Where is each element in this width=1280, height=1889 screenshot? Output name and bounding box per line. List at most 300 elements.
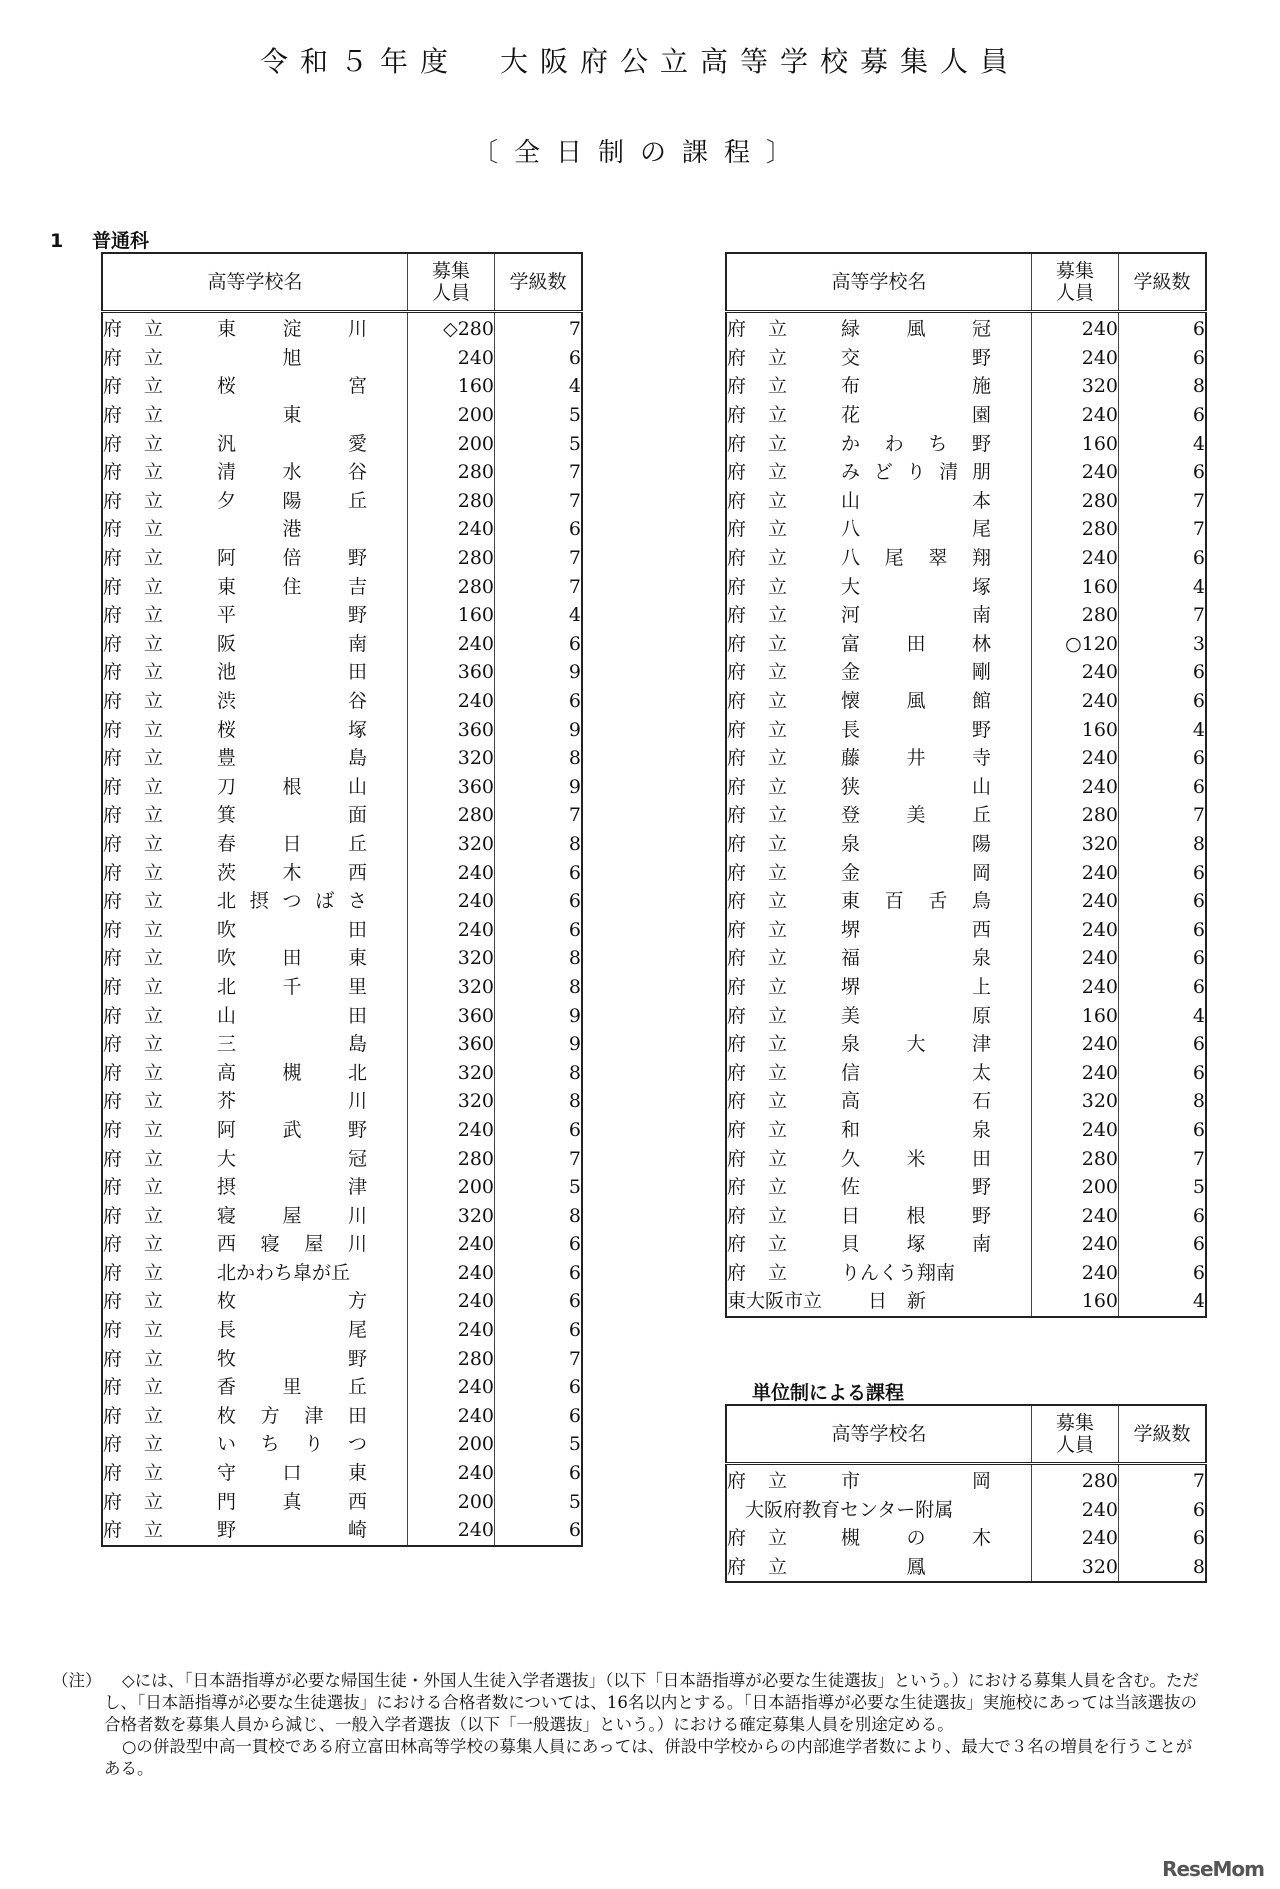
school-prefix: 府立	[103, 1433, 186, 1456]
school-prefix: 府立	[103, 1118, 186, 1141]
school-name-cell	[102, 601, 408, 630]
table-row	[726, 830, 1206, 859]
table-row	[102, 515, 582, 544]
table-row	[102, 1344, 582, 1373]
classes-cell: 6	[1119, 1030, 1207, 1059]
school-prefix: 府立	[727, 1004, 810, 1027]
capacity-cell: 200	[408, 1173, 495, 1202]
school-prefix: 府立	[727, 346, 810, 369]
table-row	[102, 372, 582, 401]
table-row	[726, 515, 1206, 544]
capacity-cell: ◇280	[408, 312, 495, 344]
capacity-cell: 240	[408, 630, 495, 659]
classes-cell: 7	[1119, 487, 1207, 516]
table-row	[102, 1001, 582, 1030]
school-name: 日新	[867, 1290, 946, 1313]
school-prefix: 府立	[727, 632, 810, 655]
school-name-cell	[102, 715, 408, 744]
capacity-cell: 320	[408, 1058, 495, 1087]
table-row	[726, 601, 1206, 630]
table-row	[102, 1373, 582, 1402]
table-row	[102, 1030, 582, 1059]
capacity-cell: 320	[1032, 1087, 1119, 1116]
school-name-cell	[726, 715, 1032, 744]
capacity-cell: 280	[1032, 1464, 1119, 1496]
school-name: 渋谷	[217, 690, 367, 713]
school-name: いちりつ	[217, 1433, 367, 1456]
table-row	[102, 458, 582, 487]
capacity-cell: 240	[408, 1287, 495, 1316]
table-row	[102, 601, 582, 630]
classes-cell: 6	[495, 1259, 583, 1288]
school-prefix: 府立	[103, 832, 186, 855]
table-row	[102, 1087, 582, 1116]
school-name: 泉陽	[841, 832, 991, 855]
classes-cell: 6	[495, 858, 583, 887]
classes-cell: 7	[495, 544, 583, 573]
school-name-cell	[726, 1173, 1032, 1202]
classes-cell: 6	[1119, 944, 1207, 973]
capacity-cell: 240	[1032, 1524, 1119, 1553]
capacity-cell: 240	[408, 344, 495, 373]
school-name: 大冠	[217, 1147, 367, 1170]
table-row	[102, 1144, 582, 1173]
school-prefix: 府立	[103, 947, 186, 970]
table-row	[726, 572, 1206, 601]
school-prefix: 府立	[103, 890, 186, 913]
classes-cell: 6	[495, 1116, 583, 1145]
classes-cell: 8	[495, 830, 583, 859]
school-name-cell	[726, 372, 1032, 401]
table-row	[726, 801, 1206, 830]
classes-cell: 6	[1119, 973, 1207, 1002]
classes-cell: 6	[1119, 1496, 1207, 1525]
classes-cell: 7	[1119, 515, 1207, 544]
school-name-cell	[102, 312, 408, 344]
school-name-cell	[102, 744, 408, 773]
classes-cell: 6	[495, 1316, 583, 1345]
classes-cell: 6	[495, 1287, 583, 1316]
classes-cell: 6	[1119, 1058, 1207, 1087]
school-name-cell	[726, 658, 1032, 687]
table-row	[726, 1496, 1206, 1525]
classes-cell: 8	[495, 1058, 583, 1087]
school-prefix: 府立	[103, 318, 186, 341]
classes-cell: 5	[1119, 1173, 1207, 1202]
school-name: 東住吉	[217, 575, 367, 598]
capacity-cell: 240	[408, 858, 495, 887]
school-prefix: 府立	[727, 1556, 810, 1579]
school-name: 枚方	[217, 1290, 367, 1313]
school-name: 箕面	[217, 804, 367, 827]
school-name: 貝塚南	[841, 1233, 991, 1256]
school-name-cell	[102, 1516, 408, 1546]
school-prefix: 府立	[103, 1147, 186, 1170]
school-name-cell	[102, 515, 408, 544]
table-row	[726, 1259, 1206, 1288]
table-row	[726, 344, 1206, 373]
school-prefix: 府立	[103, 747, 186, 770]
school-name: 布施	[841, 375, 991, 398]
table-row	[726, 744, 1206, 773]
school-prefix: 府立	[727, 518, 810, 541]
classes-cell: 6	[495, 1230, 583, 1259]
school-prefix: 府立	[727, 1090, 810, 1113]
school-name: 交野	[841, 346, 991, 369]
capacity-cell: 280	[408, 544, 495, 573]
school-name-cell	[102, 544, 408, 573]
school-name-cell	[102, 1116, 408, 1145]
school-name: 池田	[217, 661, 367, 684]
school-name: 長野	[841, 718, 991, 741]
table-row	[102, 1201, 582, 1230]
school-prefix: 東大阪市立	[727, 1290, 823, 1313]
table-row	[726, 1173, 1206, 1202]
school-prefix: 府立	[103, 1319, 186, 1342]
school-name: かわち野	[841, 432, 991, 455]
capacity-cell: 240	[1032, 344, 1119, 373]
classes-cell: 6	[1119, 544, 1207, 573]
school-prefix: 府立	[103, 489, 186, 512]
classes-cell: 6	[1119, 1201, 1207, 1230]
school-name-cell	[102, 1373, 408, 1402]
school-prefix: 府立	[103, 718, 186, 741]
table-row	[102, 658, 582, 687]
capacity-cell: 240	[408, 515, 495, 544]
school-prefix: 府立	[103, 1033, 186, 1056]
school-name-cell	[102, 1402, 408, 1431]
school-name-cell	[726, 630, 1032, 659]
classes-cell: 8	[495, 973, 583, 1002]
credit-section-title: 単位制による課程	[752, 1382, 905, 1404]
table-row	[102, 830, 582, 859]
capacity-cell: 200	[408, 401, 495, 430]
school-prefix: 府立	[103, 775, 186, 798]
classes-cell: 7	[495, 312, 583, 344]
capacity-cell: 240	[1032, 1116, 1119, 1145]
table-row	[726, 630, 1206, 659]
resemom-logo: ReseMom	[1162, 1857, 1264, 1881]
table-row	[726, 915, 1206, 944]
classes-cell: 7	[495, 572, 583, 601]
school-name-cell	[102, 429, 408, 458]
capacity-cell: 200	[408, 1487, 495, 1516]
school-prefix: 府立	[103, 461, 186, 484]
capacity-cell: 200	[408, 1430, 495, 1459]
school-prefix: 府立	[727, 604, 810, 627]
classes-cell: 6	[495, 915, 583, 944]
school-prefix: 府立	[103, 547, 186, 570]
school-name-cell	[102, 801, 408, 830]
school-name: 東淀川	[217, 318, 367, 341]
school-name: 港	[282, 518, 302, 541]
school-name: 香里丘	[217, 1376, 367, 1399]
table-row	[726, 1058, 1206, 1087]
school-prefix: 府立	[727, 890, 810, 913]
school-name: 堺上	[841, 975, 991, 998]
school-name-cell	[726, 544, 1032, 573]
school-name: 八尾翠翔	[841, 547, 991, 570]
school-name: 狭山	[841, 775, 991, 798]
classes-cell: 6	[495, 515, 583, 544]
capacity-cell: 360	[408, 773, 495, 802]
table-row	[726, 1464, 1206, 1496]
table-row	[102, 1287, 582, 1316]
table-row	[102, 744, 582, 773]
table-row	[102, 887, 582, 916]
school-name-cell	[102, 687, 408, 716]
capacity-cell: 240	[408, 1316, 495, 1345]
school-name-cell	[726, 1496, 1032, 1525]
school-name: 槻の木	[841, 1527, 991, 1550]
classes-cell: 6	[1119, 312, 1207, 344]
school-prefix: 府立	[727, 1470, 810, 1493]
school-prefix: 府立	[103, 1061, 186, 1084]
capacity-cell: 160	[1032, 715, 1119, 744]
school-name-cell	[102, 887, 408, 916]
classes-cell: 6	[1119, 887, 1207, 916]
school-prefix: 府立	[727, 947, 810, 970]
school-name: 緑風冠	[841, 318, 991, 341]
classes-cell: 5	[495, 401, 583, 430]
school-name: 野崎	[217, 1519, 367, 1542]
school-prefix: 府立	[727, 775, 810, 798]
header-capacity	[1032, 253, 1119, 312]
table-row	[102, 572, 582, 601]
classes-cell: 4	[1119, 1287, 1207, 1317]
table-row	[102, 344, 582, 373]
school-name: 寝屋川	[217, 1204, 367, 1227]
table-row	[102, 1230, 582, 1259]
school-prefix: 府立	[103, 1490, 186, 1513]
table-row	[726, 1116, 1206, 1145]
school-name-cell	[102, 458, 408, 487]
school-name-cell	[726, 1230, 1032, 1259]
table-row	[726, 973, 1206, 1002]
classes-cell: 4	[1119, 429, 1207, 458]
school-prefix: 府立	[727, 1261, 810, 1284]
classes-cell: 7	[495, 458, 583, 487]
school-name-cell	[726, 344, 1032, 373]
capacity-cell: 240	[1032, 915, 1119, 944]
school-prefix: 府立	[727, 861, 810, 884]
table-row	[102, 1402, 582, 1431]
school-prefix: 府立	[103, 1347, 186, 1370]
classes-cell: 8	[1119, 372, 1207, 401]
school-prefix: 府立	[727, 747, 810, 770]
classes-cell: 4	[1119, 1001, 1207, 1030]
school-prefix: 府立	[103, 1290, 186, 1313]
school-name: 豊島	[217, 747, 367, 770]
school-name: 守口東	[217, 1462, 367, 1485]
school-name: 懐風館	[841, 690, 991, 713]
capacity-cell: 240	[1032, 1201, 1119, 1230]
header-school: 高等学校名	[726, 1405, 1032, 1464]
school-prefix: 府立	[103, 975, 186, 998]
capacity-cell: 240	[1032, 544, 1119, 573]
classes-cell: 6	[495, 1373, 583, 1402]
school-name-cell	[102, 1259, 408, 1288]
school-name-cell	[102, 487, 408, 516]
table-row	[726, 687, 1206, 716]
classes-cell: 9	[495, 1030, 583, 1059]
capacity-cell: 360	[408, 658, 495, 687]
school-name: 吹田	[217, 918, 367, 941]
table-row	[726, 458, 1206, 487]
classes-cell: 9	[495, 658, 583, 687]
school-name: 金岡	[841, 861, 991, 884]
school-name-cell	[726, 1464, 1032, 1496]
school-name-cell	[102, 1287, 408, 1316]
header-capacity-line2: 人員	[1055, 282, 1094, 304]
table-row	[102, 487, 582, 516]
school-name: 茨木西	[217, 861, 367, 884]
school-name: 和泉	[841, 1118, 991, 1141]
table-row	[102, 1316, 582, 1345]
school-name: 久米田	[841, 1147, 991, 1170]
school-name: 春日丘	[217, 832, 367, 855]
school-name: 佐野	[841, 1176, 991, 1199]
school-name-cell	[726, 429, 1032, 458]
school-name: 花園	[841, 404, 991, 427]
classes-cell: 6	[1119, 344, 1207, 373]
table-row	[102, 687, 582, 716]
table-row	[726, 858, 1206, 887]
capacity-cell: 320	[408, 744, 495, 773]
school-prefix: 府立	[103, 575, 186, 598]
school-name: 北千里	[217, 975, 367, 998]
school-name-cell	[102, 858, 408, 887]
table-row	[726, 944, 1206, 973]
classes-cell: 5	[495, 1487, 583, 1516]
school-prefix: 府立	[103, 375, 186, 398]
school-name-cell	[726, 744, 1032, 773]
table-row	[726, 658, 1206, 687]
school-name-cell	[726, 1287, 1032, 1317]
school-name: 長尾	[217, 1319, 367, 1342]
school-name: 牧野	[217, 1347, 367, 1370]
table-row	[102, 630, 582, 659]
capacity-cell: 240	[1032, 1030, 1119, 1059]
table-row	[102, 715, 582, 744]
classes-cell: 6	[1119, 458, 1207, 487]
capacity-cell: 240	[1032, 312, 1119, 344]
school-name: 西寝屋川	[217, 1233, 367, 1256]
table-row	[102, 915, 582, 944]
credit-school-table	[725, 1404, 1207, 1583]
school-name: 金剛	[841, 661, 991, 684]
capacity-cell: 320	[1032, 372, 1119, 401]
capacity-cell: 280	[408, 458, 495, 487]
school-name-cell	[726, 1524, 1032, 1553]
capacity-cell: 320	[408, 1201, 495, 1230]
capacity-cell: 160	[1032, 572, 1119, 601]
capacity-cell: 200	[1032, 1173, 1119, 1202]
school-prefix: 府立	[103, 1462, 186, 1485]
table-row	[102, 401, 582, 430]
school-prefix: 府立	[727, 661, 810, 684]
school-prefix: 府立	[727, 1527, 810, 1550]
table-row	[102, 1459, 582, 1488]
school-name-cell	[102, 1316, 408, 1345]
school-name: 藤井寺	[841, 747, 991, 770]
school-prefix: 府立	[103, 1233, 186, 1256]
school-name: 旭	[282, 346, 302, 369]
school-name: 阪南	[217, 632, 367, 655]
school-name: 夕陽丘	[217, 489, 367, 512]
school-name-cell	[726, 1058, 1032, 1087]
classes-cell: 6	[1119, 1524, 1207, 1553]
table-row	[726, 312, 1206, 344]
school-name: 山田	[217, 1004, 367, 1027]
table-row	[102, 1058, 582, 1087]
table-row	[102, 1516, 582, 1546]
school-prefix: 府立	[103, 1004, 186, 1027]
school-prefix: 府立	[727, 489, 810, 512]
school-name-cell	[726, 944, 1032, 973]
table-row	[726, 1230, 1206, 1259]
school-name-cell	[102, 973, 408, 1002]
school-name: 枚方津田	[217, 1404, 367, 1427]
table-row	[726, 1030, 1206, 1059]
school-name-cell	[726, 1087, 1032, 1116]
school-prefix: 府立	[727, 975, 810, 998]
capacity-cell: 240	[1032, 458, 1119, 487]
capacity-cell: 280	[408, 1144, 495, 1173]
document-subtitle: 〔全日制の課程〕	[471, 138, 808, 168]
classes-cell: 6	[1119, 1259, 1207, 1288]
school-name-cell	[726, 687, 1032, 716]
school-prefix: 府立	[727, 375, 810, 398]
capacity-cell: 200	[408, 429, 495, 458]
school-prefix: 府立	[103, 861, 186, 884]
school-prefix: 府立	[727, 1033, 810, 1056]
school-prefix: 府立	[727, 432, 810, 455]
school-name-cell	[726, 915, 1032, 944]
table-row	[726, 715, 1206, 744]
school-name-cell	[726, 401, 1032, 430]
table-row	[726, 401, 1206, 430]
school-name: 大塚	[841, 575, 991, 598]
classes-cell: 8	[1119, 830, 1207, 859]
table-row	[102, 312, 582, 344]
classes-cell: 8	[495, 1087, 583, 1116]
school-name-cell	[102, 773, 408, 802]
classes-cell: 6	[495, 344, 583, 373]
capacity-cell: 320	[408, 1087, 495, 1116]
table-row	[726, 1201, 1206, 1230]
classes-cell: 7	[1119, 1464, 1207, 1496]
school-name-cell	[102, 915, 408, 944]
school-name-cell	[726, 601, 1032, 630]
table-row	[726, 1553, 1206, 1583]
classes-cell: 4	[1119, 572, 1207, 601]
table-row	[726, 1524, 1206, 1553]
capacity-cell: 240	[408, 1373, 495, 1402]
table-row	[102, 1430, 582, 1459]
capacity-cell: 280	[1032, 487, 1119, 516]
school-name-cell	[102, 401, 408, 430]
school-prefix: 府立	[727, 1204, 810, 1227]
school-prefix: 府立	[103, 404, 186, 427]
capacity-cell: 280	[1032, 515, 1119, 544]
header-school: 高等学校名	[102, 253, 408, 312]
school-name-cell	[726, 312, 1032, 344]
school-prefix: 府立	[103, 1090, 186, 1113]
capacity-cell: 240	[1032, 687, 1119, 716]
table-row	[726, 1287, 1206, 1317]
classes-cell: 8	[1119, 1087, 1207, 1116]
